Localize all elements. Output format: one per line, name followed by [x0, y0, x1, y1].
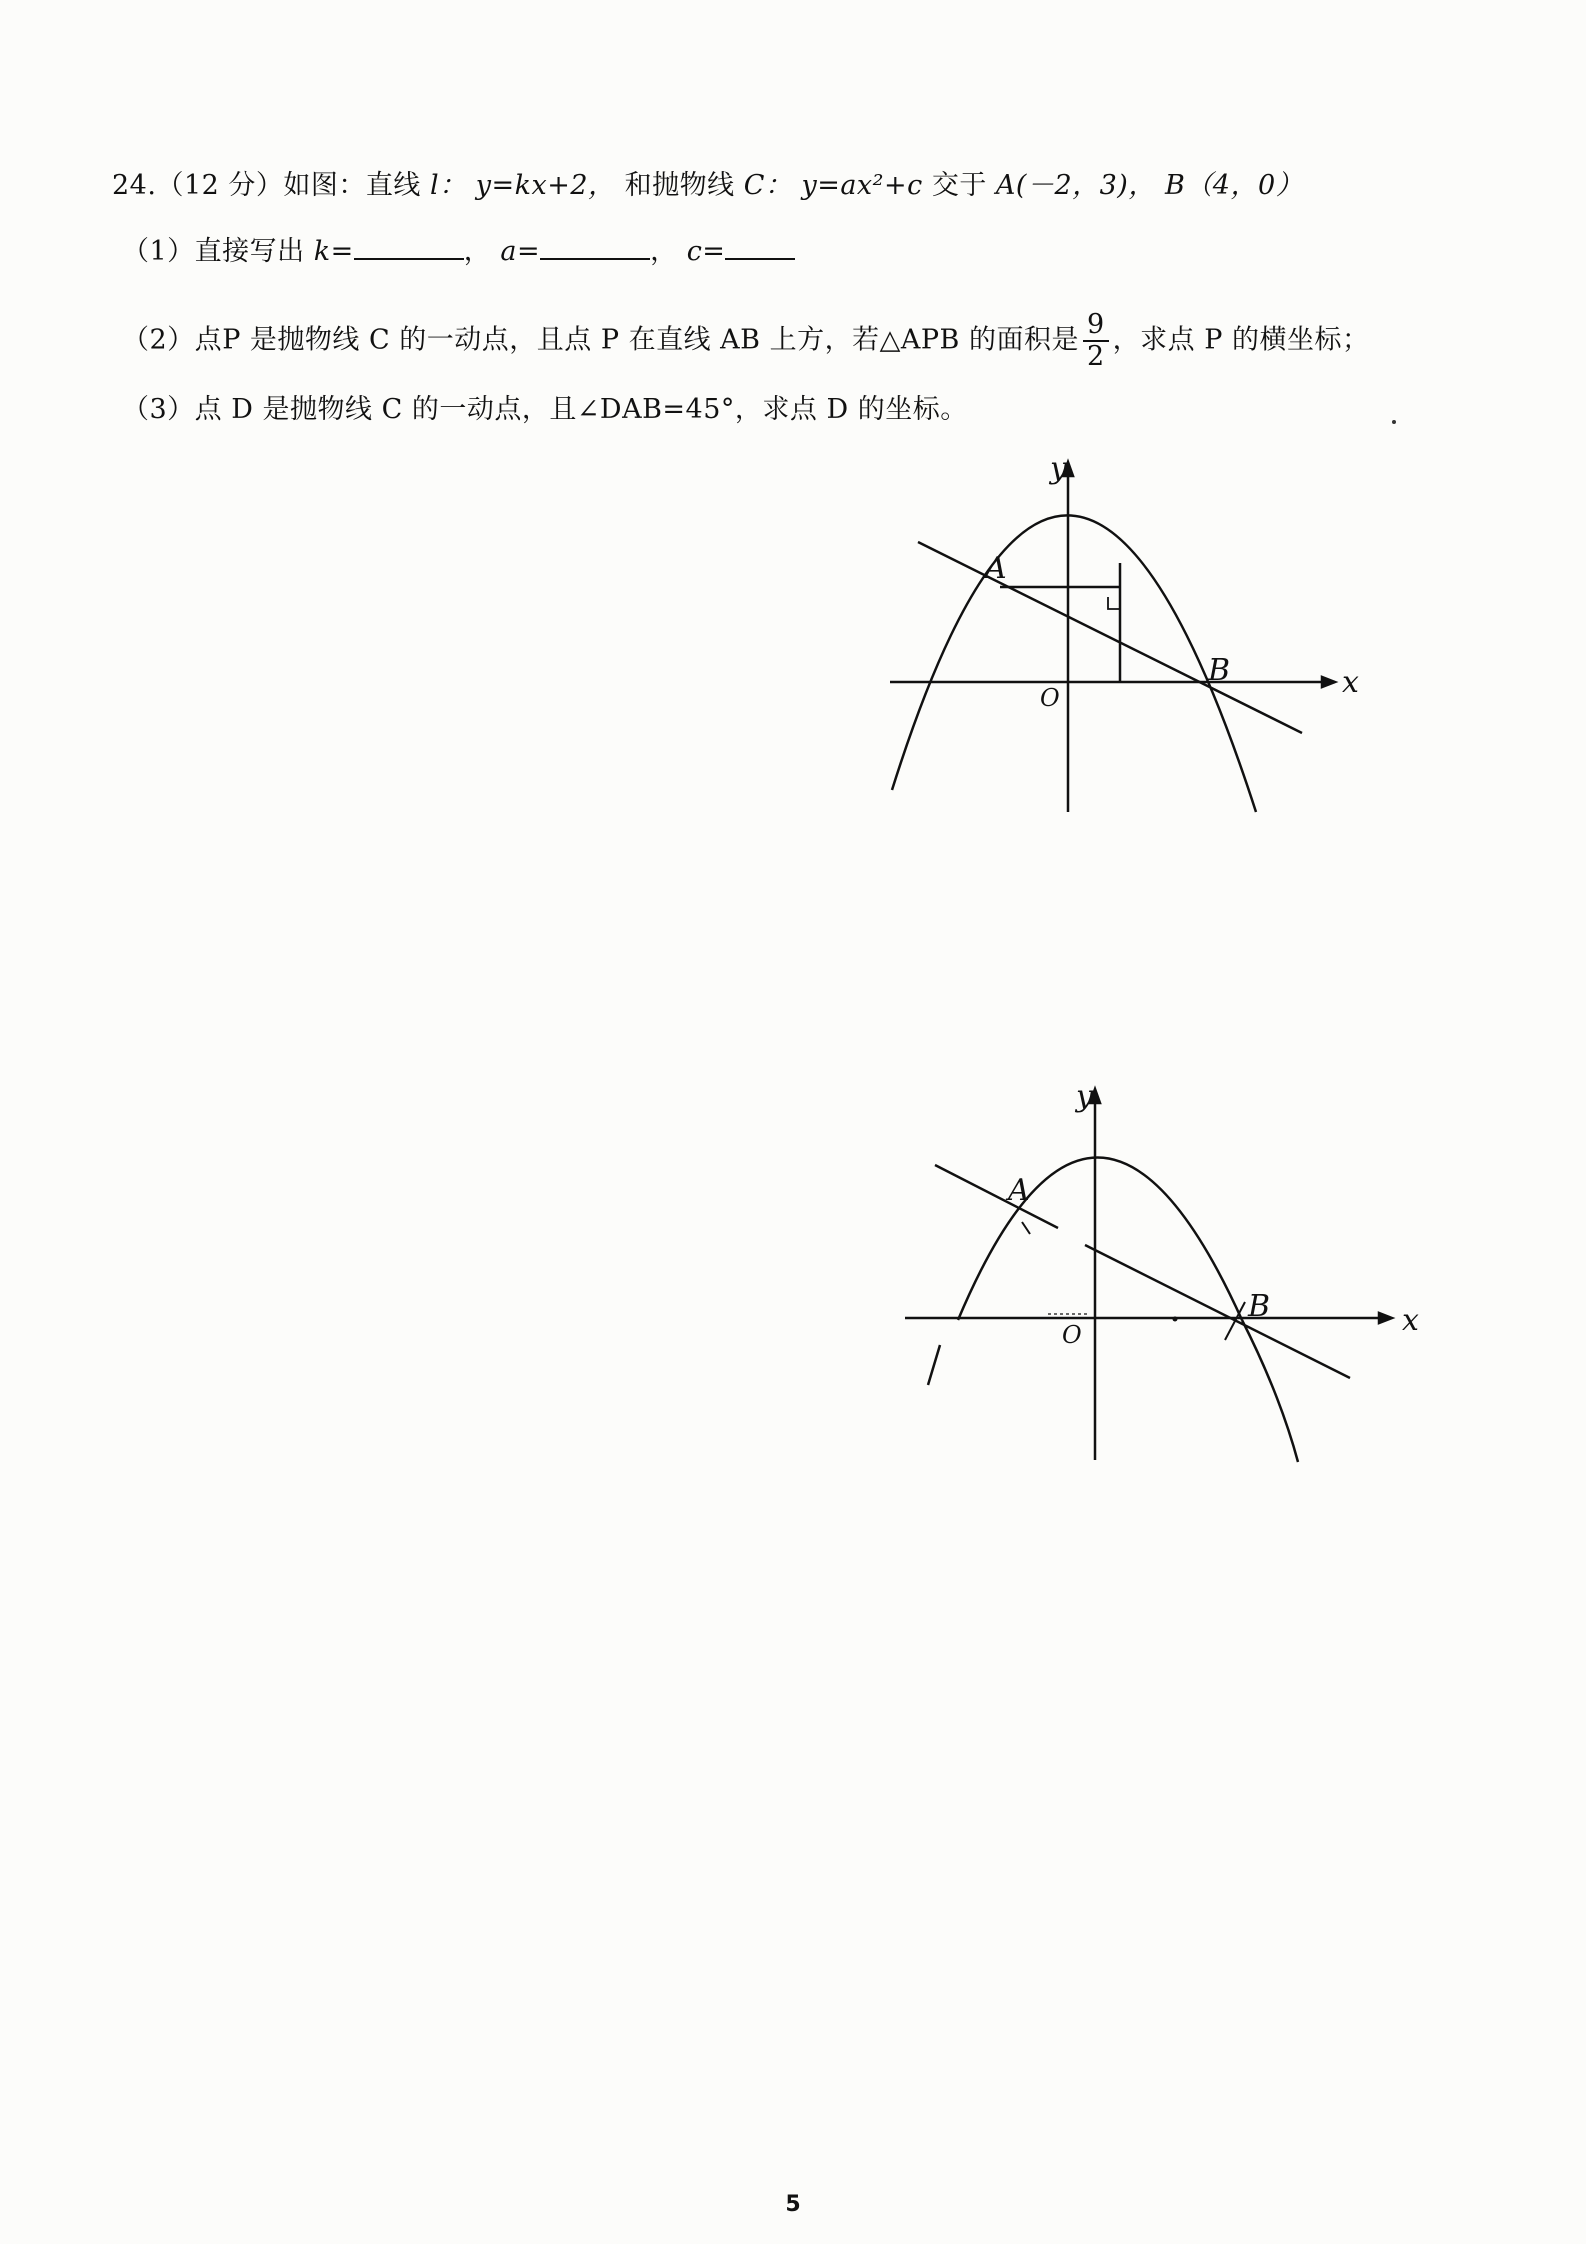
- c-label: c=: [686, 236, 726, 267]
- curve-name: C：: [743, 170, 793, 201]
- part-2-question: ，求点 P 的横坐标；: [1112, 324, 1370, 356]
- figure-2-line-through-a: [935, 1165, 1058, 1228]
- figure-1-point-b-label: B: [1208, 653, 1231, 688]
- point-a-coords: A(－2，3)，: [995, 170, 1156, 201]
- intro-lead: 如图：直线: [283, 170, 421, 201]
- fraction-numerator: 9: [1083, 310, 1109, 342]
- figure-2-point-b-label: B: [1248, 1289, 1271, 1324]
- point-b-coords: B（4，0）: [1164, 170, 1304, 201]
- figure-1-y-label: y: [1050, 451, 1067, 486]
- part-2-text: P 是抛物线 C 的一动点，且点 P 在直线 AB 上方，若△APB 的面积是: [222, 324, 1079, 356]
- figure-2-tick-a: [1022, 1222, 1030, 1234]
- figure-2-line-l: [1085, 1245, 1350, 1378]
- figure-2-origin-label: O: [1062, 1321, 1082, 1349]
- figure-2-point-a-label: A: [1008, 1173, 1030, 1208]
- figure-1-origin-label: O: [1040, 684, 1060, 712]
- fraction-denominator: 2: [1086, 341, 1105, 372]
- figure-2-x-label: x: [1402, 1303, 1419, 1338]
- problem-number: 24.: [112, 170, 157, 201]
- figure-2-x-arrow: [1379, 1313, 1392, 1323]
- figure-2-parabola: [958, 1158, 1242, 1321]
- page-number: 5: [785, 2192, 801, 2217]
- intro-tail: 交于: [931, 170, 987, 201]
- problem-points: （12 分）: [156, 170, 284, 201]
- line-name: l：: [430, 170, 467, 201]
- part-3-text: （3）点 D 是抛物线 C 的一动点，且∠DAB=45°，求点 D 的坐标。: [122, 394, 968, 425]
- figure-1-x-label: x: [1342, 665, 1359, 700]
- intro-mid: 和抛物线: [624, 170, 735, 201]
- figure-2-y-label: y: [1076, 1079, 1093, 1114]
- curve-equation: y=ax²+c: [801, 170, 923, 201]
- line-equation: y=kx+2，: [475, 170, 616, 201]
- figure-2-parabola-tail: [1242, 1320, 1298, 1462]
- figure-2-dot: [1173, 1317, 1178, 1322]
- k-label: k=: [313, 236, 354, 267]
- figure-2-parabola-left-tail: [928, 1345, 940, 1385]
- a-label: a=: [500, 236, 541, 267]
- separator: ，: [650, 236, 678, 267]
- figure-1-point-a-label: A: [985, 551, 1007, 586]
- part-1-label: （1）直接写出: [122, 236, 305, 267]
- separator: ，: [463, 236, 492, 267]
- part-2-label: （2）点: [122, 324, 223, 356]
